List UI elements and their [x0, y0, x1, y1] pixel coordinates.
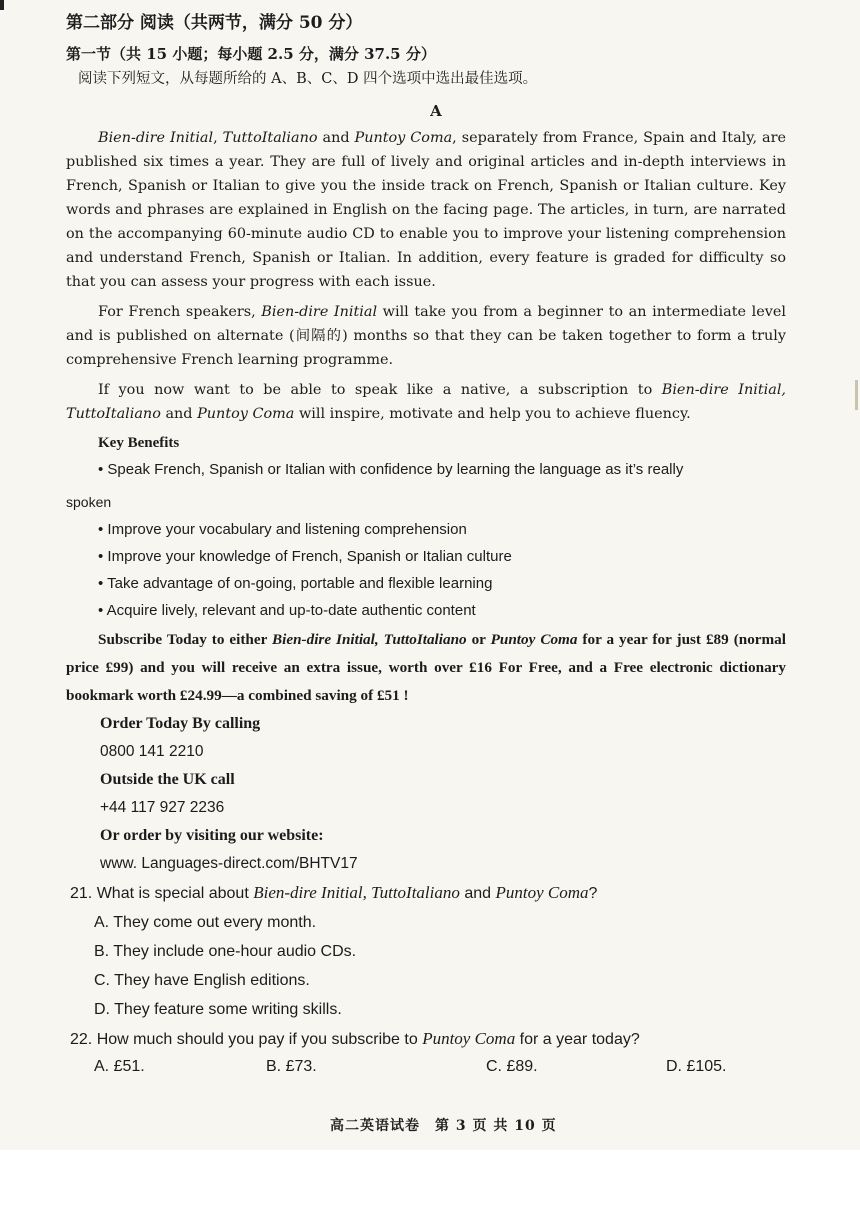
option-21-d: D. They feature some writing skills.	[94, 1001, 342, 1018]
part-title: 第二部分 阅读（共两节，满分 50 分）	[66, 13, 363, 33]
order-call-label: Order Today By calling	[100, 715, 261, 732]
exam-content	[66, 10, 786, 1083]
passage-letter: A	[430, 102, 442, 120]
uk-phone: 0800 141 2210	[100, 743, 204, 760]
outside-uk-label: Outside the UK call	[100, 771, 235, 788]
option-21-a: A. They come out every month.	[94, 914, 317, 931]
option-22-b: B. £73.	[266, 1058, 317, 1075]
key-benefits-heading: Key Benefits	[98, 435, 180, 451]
page-footer: 高二英语试卷 第 3 页 共 10 页	[330, 1118, 557, 1134]
benefit-item: • Improve your knowledge of French, Spanish or Italian culture	[98, 548, 512, 565]
paragraph-3: If you now want to be able to speak like a native, a subscription to Bien-dire Initial, TuttoItaliano and Puntoy Coma will inspire, motivate and help you to achieve fluency.	[66, 382, 786, 422]
option-22-c: C. £89.	[486, 1058, 538, 1075]
website-label: Or order by visiting our website:	[100, 827, 324, 844]
question-22: 22. How much should you pay if you subscribe to Puntoy Coma for a year today?	[70, 1029, 640, 1048]
option-21-c: C. They have English editions.	[94, 972, 310, 989]
benefit-item: • Speak French, Spanish or Italian with confidence by learning the language as it’s really spoken	[66, 461, 684, 510]
paragraph-1: Bien-dire Initial, TuttoItaliano and Puntoy Coma, separately from France, Spain and Italy, are published six times a year. They are full of lively and original articles and in-depth interviews in French, Spanish or Italian to give you the inside track on French, Spanish or Italian culture. Key words and phrases are explained in English on the facing page. The articles, in turn, are narrated on the accompanying 60-minute audio CD to enable you to improve your listening comprehension and understand French, Spanish or Italian. In addition, every feature is graded for difficulty so that you can assess your progress with each issue.	[66, 130, 786, 290]
website-url: www. Languages-direct.com/BHTV17	[100, 855, 358, 872]
intl-phone: +44 117 927 2236	[100, 799, 225, 816]
scan-edge-mark	[855, 380, 858, 410]
benefit-item: • Improve your vocabulary and listening comprehension	[98, 521, 467, 538]
option-21-b: B. They include one-hour audio CDs.	[94, 943, 357, 960]
option-22-a: A. £51.	[94, 1058, 145, 1075]
benefit-item: • Acquire lively, relevant and up-to-date authentic content	[98, 602, 476, 619]
subscribe-offer: Subscribe Today to either Bien-dire Initial, TuttoItaliano or Puntoy Coma for a year for just £89 (normal price £99) and you will receive an extra issue, worth over £16 For Free, and a Free electronic dictionary bookmark worth £24.99—a combined saving of £51 !	[66, 631, 786, 704]
option-22-d: D. £105.	[666, 1058, 727, 1075]
question-22-options	[66, 1054, 786, 1083]
question-21: 21. What is special about Bien-dire Initial, TuttoItaliano and Puntoy Coma?	[70, 883, 598, 902]
scan-edge-mark	[0, 0, 4, 10]
section-title: 第一节（共 15 小题；每小题 2.5 分，满分 37.5 分）	[66, 45, 436, 63]
instruction: 阅读下列短文，从每题所给的 A、B、C、D 四个选项中选出最佳选项。	[78, 71, 538, 87]
paragraph-2: For French speakers, Bien-dire Initial will take you from a beginner to an intermediate level and is published on alternate (间隔的) months so that they can be taken together to form a truly comprehensive French learning programme.	[66, 304, 786, 368]
benefit-item: • Take advantage of on-going, portable and flexible learning	[98, 575, 493, 592]
